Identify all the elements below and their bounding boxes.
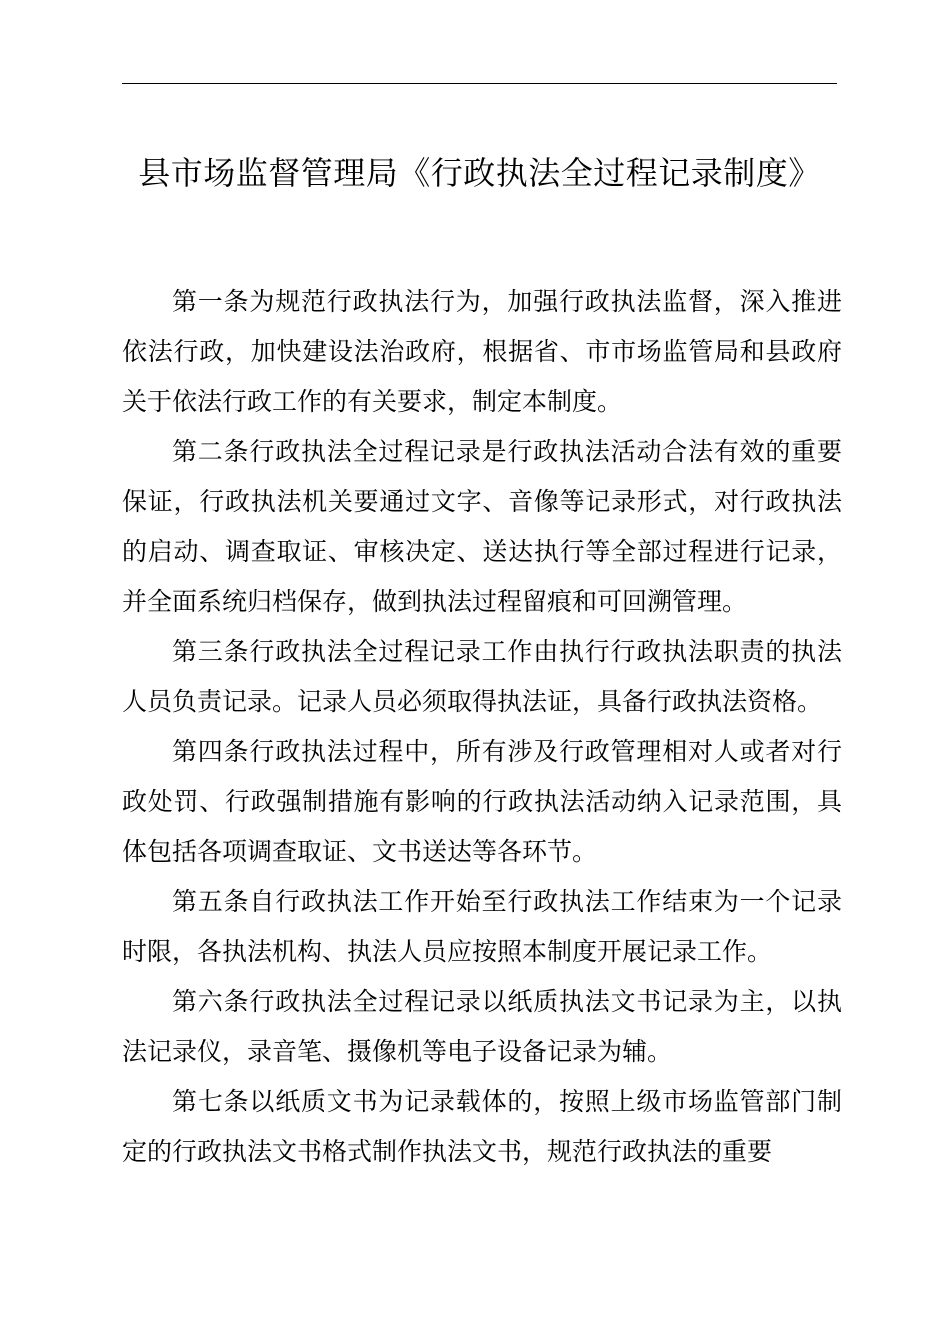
article-7: 第七条以纸质文书为记录载体的，按照上级市场监管部门制定的行政执法文书格式制作执法文书，规范行政执法的重要 [122,1087,842,1166]
document-body [122,277,842,1177]
article-1: 第一条为规范行政执法行为，加强行政执法监督，深入推进依法行政，加快建设法治政府，根据省、市市场监管局和县政府关于依法行政工作的有关要求，制定本制度。 [122,287,842,416]
article-5: 第五条自行政执法工作开始至行政执法工作结束为一个记录时限，各执法机构、执法人员应按照本制度开展记录工作。 [122,887,842,966]
article-2: 第二条行政执法全过程记录是行政执法活动合法有效的重要保证，行政执法机关要通过文字、音像等记录形式，对行政执法的启动、调查取证、审核决定、送达执行等全部过程进行记录，并全面系统归档保存，做到执法过程留痕和可回溯管理。 [122,437,842,616]
document-title: 县市场监督管理局《行政执法全过程记录制度》 [138,154,821,192]
header-rule [122,83,837,84]
article-3: 第三条行政执法全过程记录工作由执行行政执法职责的执法人员负责记录。记录人员必须取得执法证，具备行政执法资格。 [122,637,842,716]
article-6: 第六条行政执法全过程记录以纸质执法文书记录为主，以执法记录仪，录音笔、摄像机等电子设备记录为辅。 [122,987,842,1066]
article-4: 第四条行政执法过程中，所有涉及行政管理相对人或者对行政处罚、行政强制措施有影响的行政执法活动纳入记录范围，具体包括各项调查取证、文书送达等各环节。 [122,737,842,866]
